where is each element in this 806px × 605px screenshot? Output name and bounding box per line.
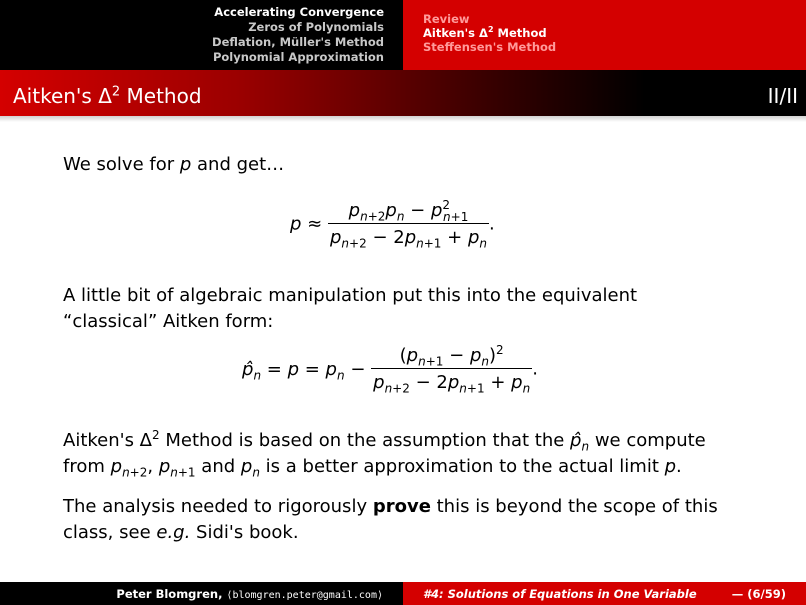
paragraph-aitken-assumption: Aitken's $\Delta^2$ Method is based on the assumption that the $p̂_n$ we compute from $p_{n+2}$, $p_{n+1}$ and $p_n$ is a better approximation to the actual limit p. xyxy=(63,428,706,480)
equation-p-approx: p ≈ $\frac{p_{n+2}p_n - p^2_{n+1}}{p_{n+2} - 2p_{n+1} + p_n}$ . xyxy=(290,198,495,251)
paragraph-algebraic-manipulation: A little bit of algebraic manipulation put this into the equivalent “classical” Aitken form: xyxy=(63,285,638,332)
frame-title-bar xyxy=(0,70,806,116)
footer-author: Peter Blomgren, ⟨blomgren.peter@gmail.com⟩ xyxy=(116,587,383,601)
footer-email: ⟨blomgren.peter@gmail.com⟩ xyxy=(226,590,383,601)
footer-lecture-title: #4: Solutions of Equations in One Variable xyxy=(423,587,697,601)
nav-section-zeros-of-polynomials[interactable]: Zeros of Polynomials xyxy=(248,20,384,34)
equation-aitken-form: $p̂_n = p = p_n$ − $\frac{(p_{n+1} - p_n)^2}{p_{n+2} - 2p_{n+1} + p_n}$ . xyxy=(242,343,538,396)
nav-subsection-aitken[interactable]: Aitken's $\Delta^2$ Method xyxy=(423,25,547,40)
nav-subsection-steffensen[interactable]: Steffensen's Method xyxy=(423,40,557,54)
header-bar xyxy=(0,0,806,70)
frame-title: Aitken's $\Delta^2$ Method xyxy=(13,84,202,108)
footer-author-panel xyxy=(0,582,403,605)
emphasis-prove: prove xyxy=(372,496,431,517)
footer-page-number: — (6/59) xyxy=(731,587,786,601)
nav-section-deflation-muller[interactable]: Deflation, Müller's Method xyxy=(212,35,384,49)
paragraph-analysis-scope: The analysis needed to rigorously prove this is beyond the scope of this class, see e.g. Sidi's book. xyxy=(63,496,718,543)
subsection-navigation xyxy=(403,0,806,70)
nav-subsection-review[interactable]: Review xyxy=(423,12,470,26)
nav-section-accelerating-convergence[interactable]: Accelerating Convergence xyxy=(214,5,384,19)
nav-section-polynomial-approximation[interactable]: Polynomial Approximation xyxy=(212,50,384,64)
footer-lecture-panel xyxy=(403,582,806,605)
nav-subsection-aitken-label: Aitken's Δ xyxy=(423,26,488,40)
frame-number: II/II xyxy=(767,84,798,108)
section-navigation xyxy=(0,0,403,70)
paragraph-solve-for-p: We solve for p and get… xyxy=(63,154,285,175)
footer-bar xyxy=(0,582,806,605)
